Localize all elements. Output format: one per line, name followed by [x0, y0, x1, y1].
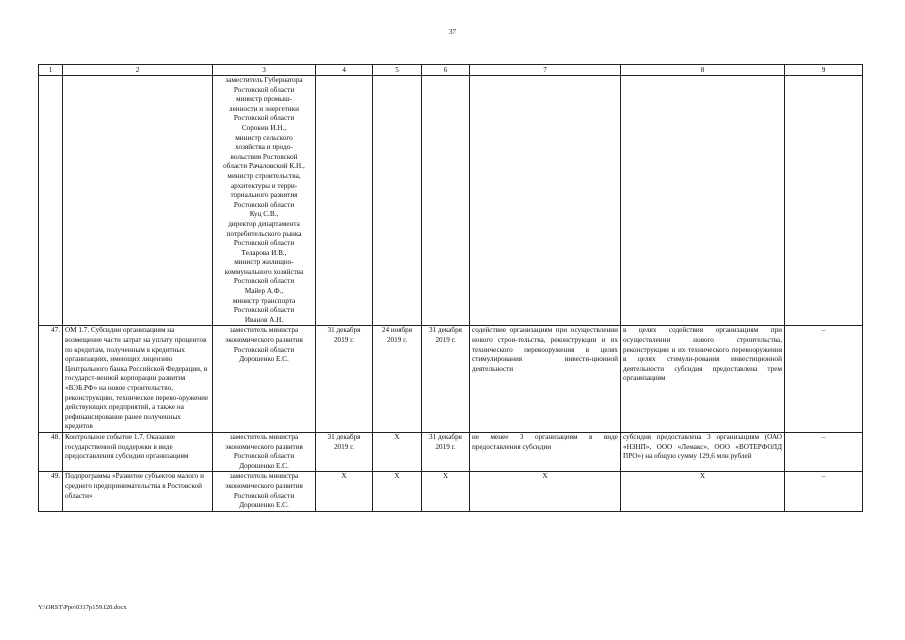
start-date-cell: 24 ноября 2019 г.	[373, 326, 422, 433]
plan-date-cell: Х	[316, 472, 373, 511]
responsible-cell: заместитель министра экономического развития Ростовской области Дорошенко Е.С.	[213, 326, 316, 433]
planned-result-cell: содействие организациям при осуществлении нового строи-тельства, реконструкции и их технического перевооружения в целях стимулирования инвести-ционной деятельности	[470, 326, 621, 433]
page-number: 37	[449, 28, 456, 36]
responsible-cell: заместитель министра экономического развития Ростовской области Дорошенко Е.С.	[213, 432, 316, 471]
column-number-row	[39, 65, 863, 76]
responsible-cell: заместитель Губернатора Ростовской области министр промыш- ленности и энергетики Ростовской области Сорокин И.Н., министр сельского хозяйства и продо- вольствия Ростовской области Рачаловский К.Н., министр строительства, архитектуры и терри- ториального развития Ростовской области Куц С.В., директор департамента потребительского рынка Ростовской области Теларова И.В., министр жилищно- коммунального хозяйства Ростовской области Майер А.Ф., министр транспорта Ростовской области Иванов А.Н.	[213, 76, 316, 326]
plan-date-cell: 31 декабря 2019 г.	[316, 326, 373, 433]
actual-result-cell: Х	[621, 472, 785, 511]
reason-cell: –	[785, 432, 863, 471]
col-header-9: 9	[785, 65, 863, 76]
table-row-48	[39, 432, 863, 471]
col-header-7: 7	[470, 65, 621, 76]
planned-result-cell: Х	[470, 472, 621, 511]
start-date-cell: Х	[373, 432, 422, 471]
file-path-footer: Y:\ORST\Ppo\0317p159.f20.docx	[38, 604, 127, 611]
event-name-cell: ОМ 1.7. Субсидии организациям на возмещение части затрат на уплату процентов по кредитам, полученным в кредитных организациях, имеющих лицензию Центрального банка Российской Федерации, и государст-венной корпорации развития «ВЭБ.РФ» на новое строительство, реконструкцию, техническое перево-оружение действующих предприятий, а также на рефинансирование ранее полученных кредитов	[63, 326, 213, 433]
table-row-continuation	[39, 76, 863, 326]
reason-cell: –	[785, 472, 863, 511]
col-header-2: 2	[63, 65, 213, 76]
report-table	[38, 64, 863, 512]
event-name-cell: Контрольное событие 1.7. Оказание государственной поддержки в виде предоставления субсидии организациям	[63, 432, 213, 471]
col-header-5: 5	[373, 65, 422, 76]
col-header-6: 6	[422, 65, 470, 76]
plan-date-cell: 31 декабря 2019 г.	[316, 432, 373, 471]
end-date-cell: Х	[422, 472, 470, 511]
planned-result-cell: не менее 3 организациям в виде предоставления субсидии	[470, 432, 621, 471]
col-header-8: 8	[621, 65, 785, 76]
col-header-4: 4	[316, 65, 373, 76]
actual-result-cell: в целях содействия организациям при осуществлении нового строительства, реконструкции и их технического перевооружения в целях стимули-рования инвестиционной деятельности субсидия предоставлена трем организациям	[621, 326, 785, 433]
col-header-1: 1	[39, 65, 63, 76]
end-date-cell: 31 декабря 2019 г.	[422, 326, 470, 433]
responsible-cell: заместитель министра экономического развития Ростовской области Дорошенко Е.С.	[213, 472, 316, 511]
row-number: 49.	[39, 472, 63, 511]
table-row-49	[39, 472, 863, 511]
table-row-47	[39, 326, 863, 433]
actual-result-cell: субсидия предоставлена 3 организациям (ОАО «НЗНП», ООО «Лемакс», ООО «ВОТЕРФОЛД ПРО») на общую сумму 129,6 млн рублей	[621, 432, 785, 471]
event-name-cell: Подпрограмма «Развитие субъектов малого и среднего предпринимательства в Ростовской области»	[63, 472, 213, 511]
col-header-3: 3	[213, 65, 316, 76]
row-number: 47.	[39, 326, 63, 433]
end-date-cell: 31 декабря 2019 г.	[422, 432, 470, 471]
row-number: 48.	[39, 432, 63, 471]
reason-cell: –	[785, 326, 863, 433]
start-date-cell: Х	[373, 472, 422, 511]
